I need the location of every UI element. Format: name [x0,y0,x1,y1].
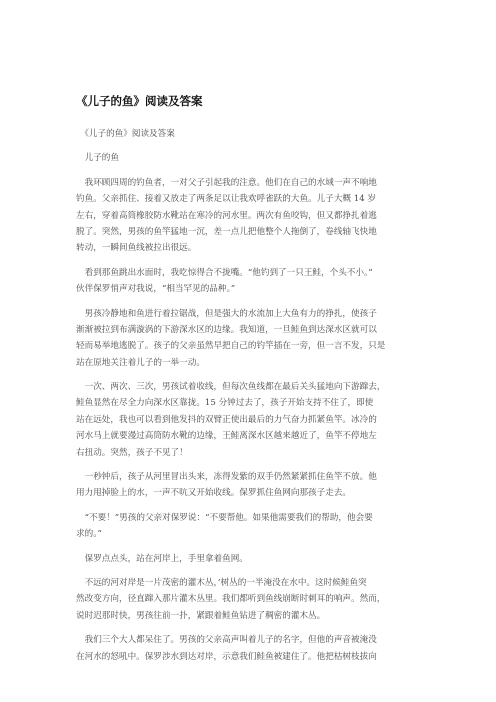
paragraph [76,469,416,502]
paragraph [76,126,416,142]
paragraph [76,510,416,543]
paragraph-gap [76,461,416,469]
paragraph-gap [76,567,416,575]
text-line: 脱了。突然，男孩的鱼竿猛地一沉，差一点儿把他整个人拖倒了，卷线轴飞快地 [76,226,377,237]
text-line: 钓鱼。父亲抓住、接着又放走了两条足以让我欢呼雀跃的大鱼。儿子大概 14 岁 [76,194,376,205]
text-line: 转动，一瞬间鱼线被拉出很远。 [76,243,197,254]
text-line: 保罗点点头，站在河岸上，手里拿着鱼网。 [76,553,248,564]
text-line: 鲑鱼显然在尽全力向深水区靠拢。15 分钟过去了，孩子开始支持不住了，即使 [76,398,374,409]
paragraph-gap [76,142,416,150]
paragraph-gap [76,298,416,306]
text-line: 站在原地关注着儿子的一举一动。 [76,357,205,368]
text-line: 一秒钟后，孩子从河里冒出头来，冻得发紫的双手仍然紧紧抓住鱼竿不放。他 [76,472,377,483]
text-line: 不远的河对岸是一片茂密的灌木丛，’树丛的一半淹没在水中。这时候鲑鱼突 [76,577,367,588]
paragraph [76,632,416,665]
text-line: 看到那鱼跳出水面时，我吃惊得合不拢嘴。“他钓到了一只王鲑，个头不小。” [76,267,373,278]
document-title: 《儿子的鱼》阅读及答案 [76,94,203,108]
paragraph [76,306,416,372]
paragraph [76,265,416,298]
text-line: 在河水的怒吼中。保罗涉水到达对岸，示意我们鲑鱼被建住了。他把枯树枝拔向 [76,651,377,662]
text-line: 右扭动。突然，孩子不见了！ [76,447,188,458]
text-line: 左右，穿着高筒橡胶防水靴站在寒冷的河水里。两次有鱼咬钩，但又都挣扎着逃 [76,210,377,221]
text-line: 河水马上就要漫过高筒防水靴的边缘，王鲑离深水区越来越近了，鱼竿不停地左 [76,431,377,442]
paragraph-gap [76,624,416,632]
text-line: 站在远处，我也可以看到他发抖的双臂正使出最后的力气奋力抓紧鱼竿。冰冷的 [76,414,377,425]
paragraph [76,175,416,257]
text-line: 一次、两次、三次，男孩试着收线，但每次鱼线都在最后关头猛地向下游蹿去， [76,382,386,393]
paragraph-gap [76,502,416,510]
text-line: 《儿子的鱼》阅读及答案 [76,129,175,139]
paragraph [76,551,416,567]
text-line: 我们三个大人都呆住了。男孩的父亲高声叫着儿子的名字，但他的声音被淹没 [76,635,377,646]
text-line: 伙伴保罗悄声对我说，“相当罕见的品种。” [76,284,236,295]
text-line: “不要！”男孩的父亲对保罗说：“不要帮他。如果他需要我们的帮助，他会要 [76,512,373,523]
text-line: 用力甩掉脸上的水，一声不吭又开始收线。保罗抓住鱼网向那孩子走去。 [76,488,352,499]
paragraph-gap [76,167,416,175]
paragraph-gap [76,543,416,551]
text-line: 然改变方向，径直蹿入那片灌木丛里。我们都听到鱼线崩断时刺耳的响声。然而， [76,594,386,605]
text-line: 说时迟那时快，男孩往前一扑，紧跟着鲑鱼钻进了稠密的灌木丛。 [76,610,326,621]
text-line: 我环顾四周的钓鱼者，一对父子引起我的注意。他们在自己的水域一声不响地 [76,177,377,188]
text-line: 求的。” [76,529,102,540]
text-line: 男孩冷静地和鱼进行着拉锯战，但是强大的水流加上大鱼有力的挣扎，使孩子 [76,308,377,319]
article-body [76,126,416,665]
text-line: 渐渐被拉到布满漩涡的下游深水区的边缘。我知道，一旦鲑鱼到达深水区就可以 [76,324,377,335]
text-line: 儿子的鱼 [76,153,119,164]
paragraph-gap [76,371,416,379]
paragraph [76,575,416,624]
paragraph-gap [76,257,416,265]
paragraph [76,379,416,461]
paragraph [76,150,416,166]
text-line: 轻而易举地逃脱了。孩子的父亲虽然早把自己的钓竿插在一旁，但一言不发，只是 [76,341,386,352]
